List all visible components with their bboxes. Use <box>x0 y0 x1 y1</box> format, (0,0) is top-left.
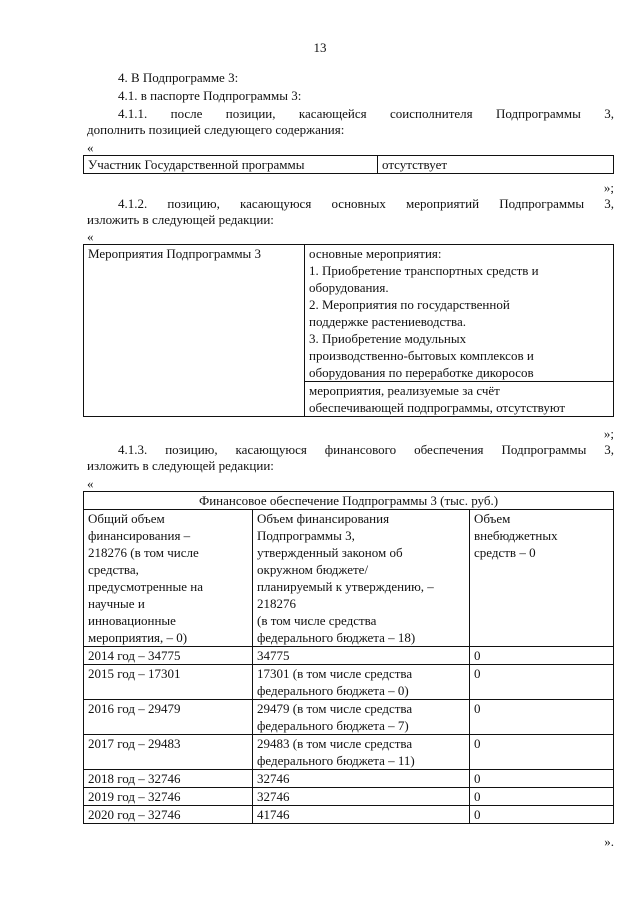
row-extra: 0 <box>470 770 614 788</box>
amount-line: 34775 <box>257 648 290 663</box>
amount-line: 32746 <box>257 789 290 804</box>
row-amount <box>253 770 470 788</box>
item-4-1-1-line2: дополнить позицией следующего содержания: <box>87 122 345 137</box>
row-extra: 0 <box>470 788 614 806</box>
table-row <box>84 788 614 806</box>
amount-line: 41746 <box>257 807 290 822</box>
header-line: 218276 (в том числе <box>88 545 199 560</box>
amount-line: 29483 (в том числе средства <box>257 736 413 751</box>
row-amount <box>253 735 470 770</box>
item-4-1-2-line1: 4.1.2. позицию, касающуюся основных мероприятий Подпрограммы 3, <box>118 196 614 211</box>
amount-line: федерального бюджета – 11) <box>257 753 415 768</box>
row-extra: 0 <box>470 665 614 700</box>
header-line: предусмотренные на <box>88 579 204 594</box>
open-quote-1: « <box>87 140 94 155</box>
header-line: (в том числе средства <box>257 613 377 628</box>
table-row <box>84 647 614 665</box>
table-row <box>84 806 614 824</box>
participant-table <box>83 155 614 174</box>
item-4-1-3-line1: 4.1.3. позицию, касающуюся финансового обеспечения Подпрограммы 3, <box>118 442 614 457</box>
measures-line: оборудования по переработке дикоросов <box>309 365 534 380</box>
financing-header-budget <box>253 510 470 647</box>
row-amount <box>253 806 470 824</box>
page-number: 13 <box>313 40 327 55</box>
amount-line: федерального бюджета – 0) <box>257 683 409 698</box>
header-line: средства, <box>88 562 139 577</box>
row-extra: 0 <box>470 806 614 824</box>
row-year: 2019 год – 32746 <box>84 788 253 806</box>
measures-table <box>83 244 614 417</box>
item-4-1-2 <box>87 196 614 228</box>
row-amount <box>253 665 470 700</box>
financing-table <box>83 491 614 824</box>
row-year: 2018 год – 32746 <box>84 770 253 788</box>
table-row <box>84 770 614 788</box>
measures-label: Мероприятия Подпрограммы 3 <box>84 245 305 417</box>
header-line: Объем <box>474 511 511 526</box>
measures-extra-cell <box>305 382 614 417</box>
amount-line: федерального бюджета – 7) <box>257 718 409 733</box>
row-amount <box>253 647 470 665</box>
header-line: окружном бюджете/ <box>257 562 369 577</box>
close-quote-1: »; <box>603 180 614 195</box>
measures-line: оборудования. <box>309 280 389 295</box>
participant-label: Участник Государственной программы <box>84 156 378 174</box>
financing-title: Финансовое обеспечение Подпрограммы 3 (тыс. руб.) <box>84 492 614 510</box>
row-year: 2016 год – 29479 <box>84 700 253 735</box>
table-row <box>84 700 614 735</box>
header-line: средств – 0 <box>474 545 536 560</box>
row-year: 2020 год – 32746 <box>84 806 253 824</box>
row-extra: 0 <box>470 735 614 770</box>
header-line: финансирования – <box>88 528 191 543</box>
financing-header-total <box>84 510 253 647</box>
header-line: мероприятия, – 0) <box>88 630 188 645</box>
item-4-1-2-line2: изложить в следующей редакции: <box>87 212 274 227</box>
item-4-1-3 <box>87 442 614 474</box>
item-4-1-1 <box>87 106 614 138</box>
header-line: научные и <box>88 596 145 611</box>
measures-line: поддержке растениеводства. <box>309 314 466 329</box>
close-quote-2: »; <box>603 426 614 441</box>
measures-extra-line: мероприятия, реализуемые за счёт <box>309 383 500 398</box>
header-line: Общий объем <box>88 511 165 526</box>
header-line: внебюджетных <box>474 528 558 543</box>
amount-line: 29479 (в том числе средства <box>257 701 413 716</box>
row-extra: 0 <box>470 647 614 665</box>
section-heading: 4. В Подпрограмме 3: <box>118 70 239 85</box>
measures-main-cell <box>305 245 614 382</box>
row-year: 2014 год – 34775 <box>84 647 253 665</box>
measures-line: 2. Мероприятия по государственной <box>309 297 510 312</box>
open-quote-3: « <box>87 476 94 491</box>
table-row <box>84 665 614 700</box>
amount-line: 32746 <box>257 771 290 786</box>
header-line: Подпрограммы 3, <box>257 528 355 543</box>
table-row <box>84 735 614 770</box>
close-quote-3: ». <box>604 834 614 849</box>
header-line: Объем финансирования <box>257 511 390 526</box>
measures-line: 1. Приобретение транспортных средств и <box>309 263 539 278</box>
header-line: 218276 <box>257 596 296 611</box>
item-4-1: 4.1. в паспорте Подпрограммы 3: <box>118 88 302 103</box>
measures-line: производственно-бытовых комплексов и <box>309 348 534 363</box>
participant-value: отсутствует <box>378 156 614 174</box>
header-line: федерального бюджета – 18) <box>257 630 416 645</box>
item-4-1-3-line2: изложить в следующей редакции: <box>87 458 274 473</box>
row-year: 2017 год – 29483 <box>84 735 253 770</box>
measures-line: 3. Приобретение модульных <box>309 331 467 346</box>
measures-extra-line: обеспечивающей подпрограммы, отсутствуют <box>309 400 566 415</box>
measures-line: основные мероприятия: <box>309 246 442 261</box>
amount-line: 17301 (в том числе средства <box>257 666 413 681</box>
row-year: 2015 год – 17301 <box>84 665 253 700</box>
header-line: утвержденный законом об <box>257 545 403 560</box>
row-extra: 0 <box>470 700 614 735</box>
header-line: планируемый к утверждению, – <box>257 579 434 594</box>
open-quote-2: « <box>87 229 94 244</box>
row-amount <box>253 700 470 735</box>
row-amount <box>253 788 470 806</box>
item-4-1-1-line1: 4.1.1. после позиции, касающейся соисполнителя Подпрограммы 3, <box>118 106 614 121</box>
financing-header-extrabudget <box>470 510 614 647</box>
header-line: инновационные <box>88 613 176 628</box>
